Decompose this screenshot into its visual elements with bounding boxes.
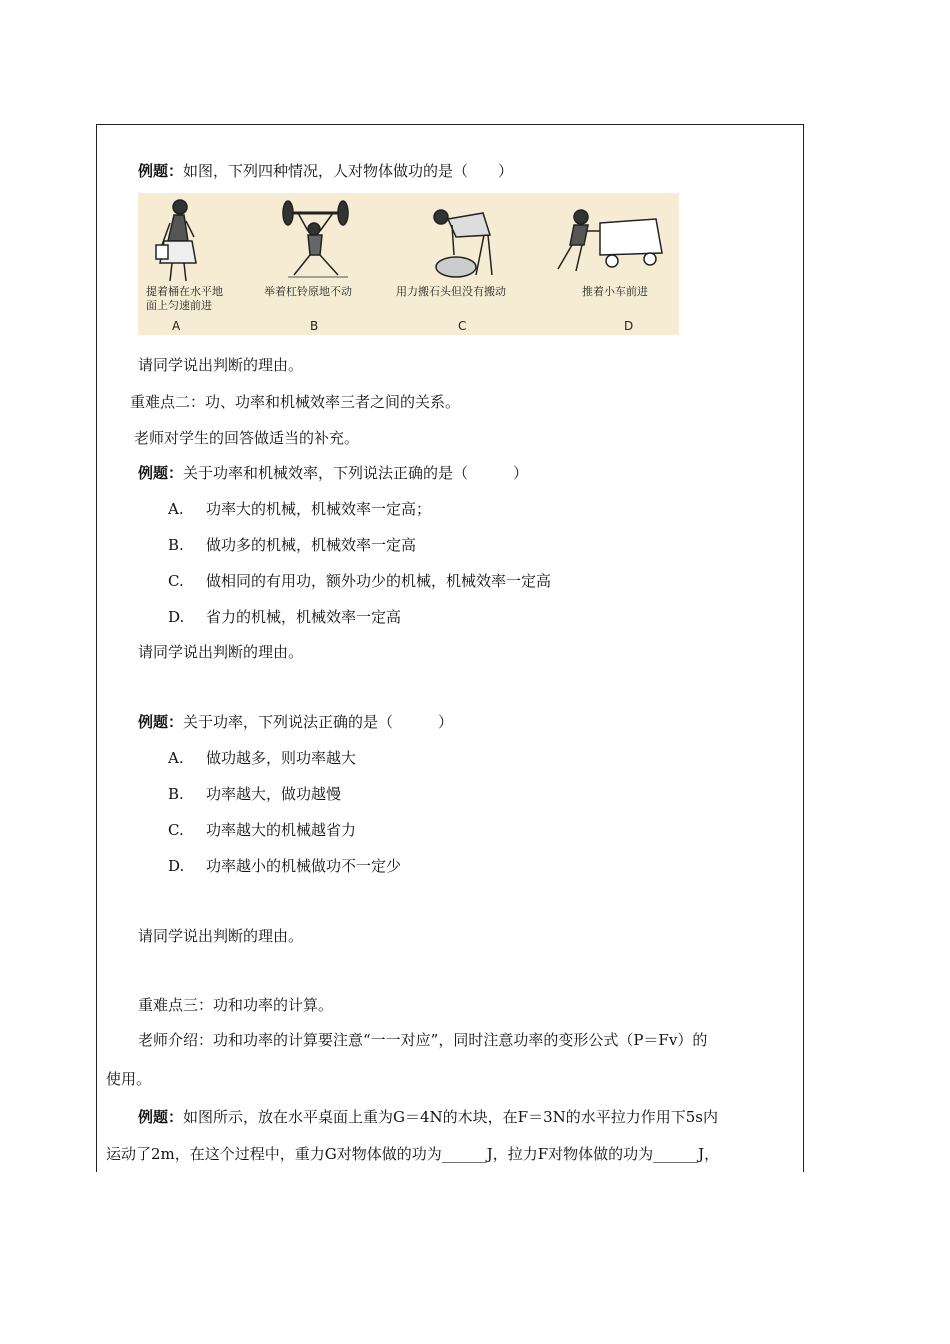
option-text: 做功越多，则功率越大	[206, 749, 357, 767]
scenes-illustration	[138, 193, 679, 335]
example-question: 关于功率，下列说法正确的是（ ）	[183, 713, 454, 731]
caption-line: 提着桶在水平地	[146, 285, 223, 298]
example-question: 关于功率和机械效率，下列说法正确的是（ ）	[183, 464, 529, 482]
example-label: 例题：	[138, 162, 184, 180]
option-text: 功率越小的机械做功不一定少	[206, 857, 402, 875]
option-text: 功率越大，做功越慢	[206, 785, 342, 803]
scene-c-illustration	[434, 210, 492, 277]
option-letter: A.	[168, 749, 184, 767]
scene-c-caption: 用力搬石头但没有搬动	[396, 285, 506, 298]
teacher-supplement: 老师对学生的回答做适当的补充。	[134, 429, 360, 447]
reason-prompt: 请同学说出判断的理由。	[138, 927, 304, 945]
option-c	[168, 820, 356, 840]
scene-b-letter: B	[310, 319, 319, 333]
option-letter: B.	[168, 785, 184, 803]
scene-a-illustration	[156, 200, 196, 281]
scene-d-letter: D	[624, 319, 634, 333]
option-d	[168, 607, 401, 627]
example-label: 例题：	[138, 464, 184, 482]
example-label: 例题：	[138, 1108, 184, 1126]
example-1	[138, 161, 513, 181]
option-b	[168, 535, 416, 555]
reason-prompt: 请同学说出判断的理由。	[138, 643, 304, 661]
teacher-intro-line-1: 老师介绍：功和功率的计算要注意“一一对应”，同时注意功率的变形公式（P＝Fv）的	[138, 1031, 708, 1049]
option-letter: A.	[168, 500, 184, 518]
option-text: 功率大的机械，机械效率一定高；	[206, 500, 432, 518]
scene-b-illustration	[283, 201, 348, 277]
option-text: 功率越大的机械越省力	[206, 821, 357, 839]
reason-prompt: 请同学说出判断的理由。	[138, 356, 304, 374]
option-letter: D.	[168, 857, 185, 875]
example-4	[138, 1107, 718, 1127]
option-b	[168, 784, 341, 804]
option-text: 做相同的有用功，额外功少的机械，机械效率一定高	[206, 572, 552, 590]
example-2	[138, 463, 528, 483]
example-question-line-1: 如图所示，放在水平桌面上重为G＝4N的木块，在F＝3N的水平拉力作用下5s内	[183, 1108, 718, 1126]
scene-c-letter: C	[458, 319, 467, 333]
caption-line: 面上匀速前进	[146, 299, 212, 312]
option-letter: B.	[168, 536, 184, 554]
teacher-intro-line-2: 使用。	[106, 1070, 152, 1088]
option-d	[168, 856, 401, 876]
option-letter: C.	[168, 572, 184, 590]
option-a	[168, 748, 356, 768]
example-question: 如图，下列四种情况，人对物体做功的是（ ）	[183, 162, 514, 180]
option-c	[168, 571, 551, 591]
key-point-2: 重难点二：功、功率和机械效率三者之间的关系。	[130, 393, 461, 411]
scene-a-letter: A	[172, 319, 181, 333]
option-a	[168, 499, 431, 519]
example-question-line-2: 运动了2m，在这个过程中，重力G对物体做的功为______J，拉力F对物体做的功为______J，	[106, 1145, 720, 1163]
option-letter: D.	[168, 608, 185, 626]
scene-b-caption: 举着杠铃原地不动	[264, 285, 352, 298]
key-point-3: 重难点三：功和功率的计算。	[138, 996, 334, 1014]
option-letter: C.	[168, 821, 184, 839]
option-text: 省力的机械，机械效率一定高	[206, 608, 402, 626]
example-3	[138, 712, 453, 732]
example-label: 例题：	[138, 713, 184, 731]
scene-a-caption	[146, 285, 223, 313]
option-text: 做功多的机械，机械效率一定高	[206, 536, 417, 554]
scene-d-illustration	[558, 210, 662, 271]
scene-d-caption: 推着小车前进	[582, 285, 648, 298]
work-scenes-figure	[138, 193, 679, 335]
